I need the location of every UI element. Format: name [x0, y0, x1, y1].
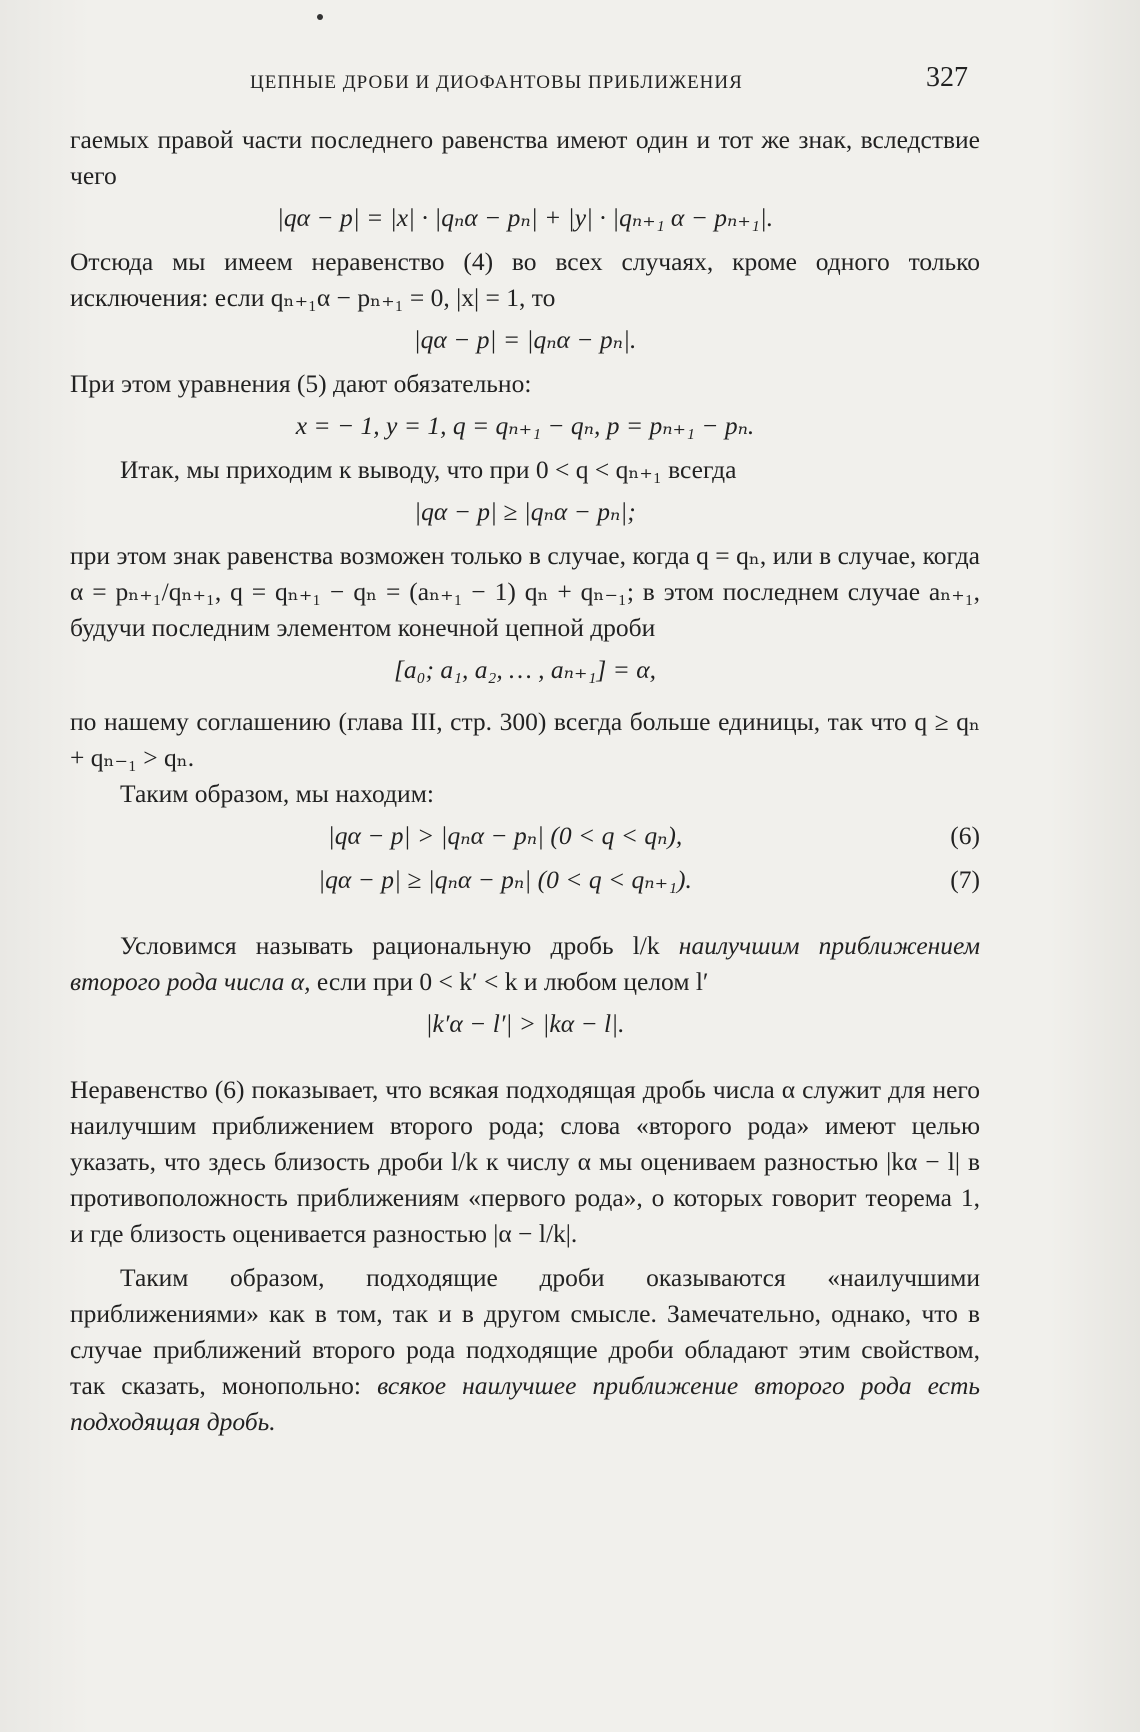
- equation-6-body: |qα − p| > |qₙα − pₙ| (0 < q < qₙ),: [327, 821, 683, 850]
- body-text: [70, 122, 980, 1440]
- equation-2: |qα − p| = |qₙα − pₙ|.: [413, 325, 637, 354]
- equation-7-body: |qα − p| ≥ |qₙα − pₙ| (0 < q < qₙ₊₁).: [318, 865, 692, 894]
- paragraph-7: Таким образом, мы находим:: [120, 779, 434, 808]
- paragraph-3: При этом уравнения (5) дают обязательно:: [70, 369, 532, 398]
- paragraph-8: [70, 928, 980, 1000]
- equation-6-number: (6): [950, 821, 980, 850]
- equation-3: x = − 1, y = 1, q = qₙ₊₁ − qₙ, p = pₙ₊₁ − pₙ.: [295, 411, 755, 440]
- paragraph-10-start: Таким образом, подходящие дроби оказываются «наилучшими приближениями» как в том, так и в другом смысле. Замечательно, однако, что в случае приближений второго рода подходящие дроби обладают этим свойством, так сказать, монопольно:: [70, 1263, 980, 1400]
- paragraph-1: гаемых правой части последнего равенства имеют один и тот же знак, вследствие чего: [70, 125, 980, 190]
- equation-1: |qα − p| = |x| · |qₙα − pₙ| + |y| · |qₙ₊₁ α − pₙ₊₁|.: [276, 203, 774, 232]
- paragraph-4: Итак, мы приходим к выводу, что при 0 < q < qₙ₊₁ всегда: [120, 455, 737, 484]
- equation-7: [70, 862, 980, 898]
- equation-5: [a₀; a₁, a₂, … , aₙ₊₁] = α,: [394, 655, 656, 684]
- paragraph-5: при этом знак равенства возможен только в случае, когда q = qₙ, или в случае, когда α = pₙ₊₁/qₙ₊₁, q = qₙ₊₁ − qₙ = (aₙ₊₁ − 1) qₙ + qₙ₋₁; в этом последнем случае aₙ₊₁, будучи последним элементом конечной цепной дроби: [70, 541, 980, 642]
- paragraph-10: [70, 1260, 980, 1440]
- paragraph-8-end: если при 0 < k′ < k и любом целом l′: [310, 967, 709, 996]
- equation-4: |qα − p| ≥ |qₙα − pₙ|;: [414, 497, 636, 526]
- equation-7-number: (7): [950, 865, 980, 894]
- theorem-statement: всякое наилучшее приближение второго рода есть подходящая дробь.: [70, 1371, 980, 1436]
- paragraph-6: по нашему соглашению (глава III, стр. 300) всегда больше единицы, так что q ≥ qₙ + qₙ₋₁ > qₙ.: [70, 707, 980, 772]
- definition-term: наилучшим приближением второго рода числа α,: [70, 931, 980, 996]
- page-number: 327: [926, 62, 968, 93]
- print-speck: [317, 14, 323, 20]
- page-header: [0, 62, 1140, 102]
- paragraph-2: Отсюда мы имеем неравенство (4) во всех случаях, кроме одного только исключения: если qₙ₊₁α − pₙ₊₁ = 0, |x| = 1, то: [70, 247, 980, 312]
- equation-8: |k′α − l′| > |kα − l|.: [425, 1009, 625, 1038]
- equation-6: [70, 818, 980, 854]
- paragraph-9: Неравенство (6) показывает, что всякая подходящая дробь числа α служит для него наилучшим приближением второго рода; слова «второго рода» имеют целью указать, что здесь близость дроби l/k к числу α мы оцениваем разностью |kα − l| в противоположность приближениям «первого рода», о которых говорит теорема 1, и где близость оценивается разностью |α − l/k|.: [70, 1075, 980, 1248]
- running-title: ЦЕПНЫЕ ДРОБИ И ДИОФАНТОВЫ ПРИБЛИЖЕНИЯ: [250, 72, 743, 93]
- paragraph-8-start: Условимся называть рациональную дробь l/k: [120, 931, 679, 960]
